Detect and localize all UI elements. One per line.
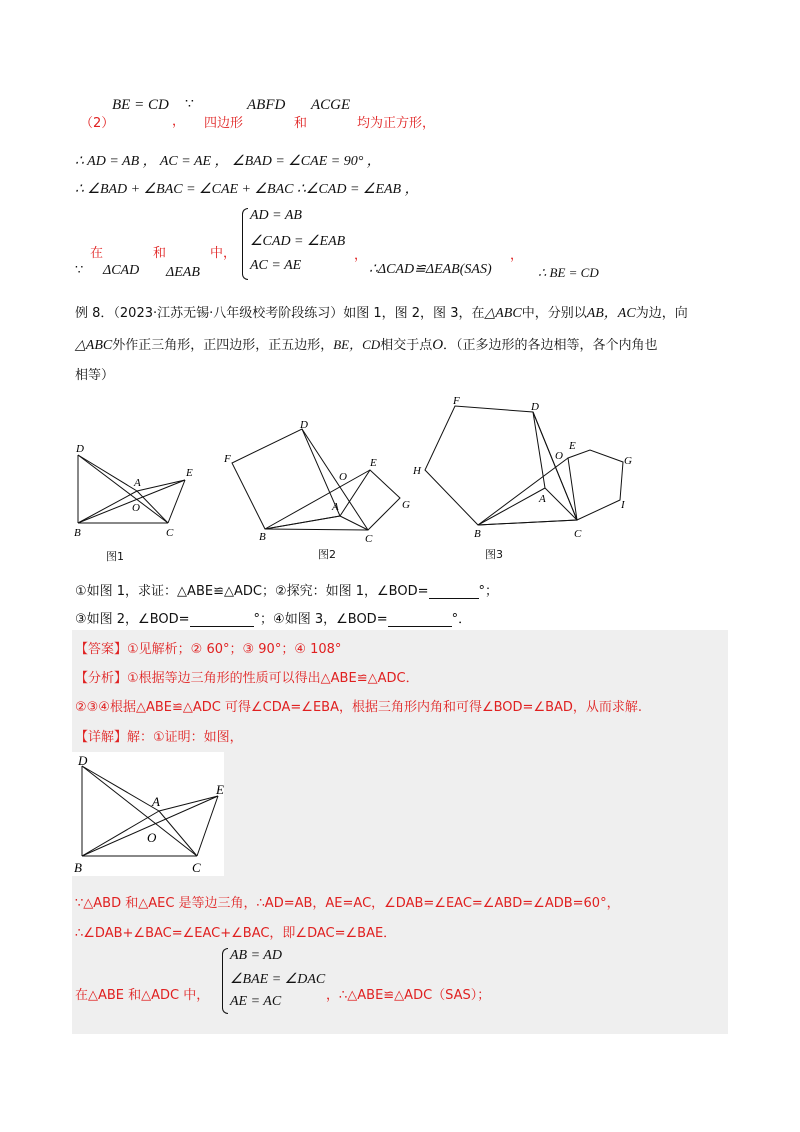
sas-conclusion: ∴ΔCAD≌ΔEAB(SAS) xyxy=(369,262,492,277)
detail-label-a: A xyxy=(152,794,160,809)
detail-system-brace xyxy=(222,948,228,1014)
final-conclusion: ∴ BE = CD xyxy=(538,265,599,280)
comma-a: ， xyxy=(354,248,368,263)
example8-line2: △ABC外作正三角形，正四边形，正五边形，BE，CD相交于点O．（正多边形的各边相等，各个内角也 xyxy=(75,337,658,353)
system-line-1: AD = AB xyxy=(250,208,302,223)
fig2-label-c: C xyxy=(365,533,373,543)
and-word: 和 xyxy=(294,116,308,131)
detail-proof-line-3a: 在△ABE 和△ADC 中， xyxy=(75,988,210,1003)
comma-b: ， xyxy=(510,248,524,263)
fig3-label-f: F xyxy=(453,395,460,407)
blank-1 xyxy=(429,584,479,599)
detail-proof-line-2: ∴∠DAB+∠BAC=∠EAC+∠BAC，即∠DAC=∠BAE． xyxy=(75,926,397,941)
fig1-label-o: O xyxy=(132,502,140,514)
detail-figure xyxy=(72,752,224,876)
fig3-label-e: E xyxy=(569,440,576,452)
fig1-label-d: D xyxy=(76,443,84,455)
analysis-line-2: ②③④根据△ABE≌△ADC 可得∠CDA=∠EBA，根据三角形内角和可得∠BOD=∠BAD，从而求解. xyxy=(75,700,643,715)
he-word: 和 xyxy=(153,246,167,261)
quad-abfd: ABFD xyxy=(247,97,286,113)
answer-line: 【答案】①见解析；② 60°；③ 90°；④ 108° xyxy=(75,642,342,657)
fig3-label-g: G xyxy=(624,455,632,467)
fig2-label-g: G xyxy=(402,499,410,511)
question-line-2: ③如图 2，∠BOD= °；④如图 3，∠BOD= °． xyxy=(75,612,472,627)
quad-word: 四边形 xyxy=(204,116,244,131)
fig1-label-a: A xyxy=(134,477,141,489)
question-line-1: ①如图 1，求证：△ABE≌△ADC；②探究：如图 1，∠BOD= °； xyxy=(75,584,499,599)
blank-3 xyxy=(388,612,452,627)
figure-2-caption: 图2 xyxy=(318,548,336,561)
detail-label-o: O xyxy=(147,830,157,845)
squares-text: 均为正方形， xyxy=(357,116,436,131)
fig3-label-b: B xyxy=(474,528,481,540)
fig2-label-f: F xyxy=(224,453,231,465)
part2-number: （2） xyxy=(80,116,115,131)
figure-3-caption: 图3 xyxy=(485,548,503,561)
triangle-cad: ΔCAD xyxy=(103,263,140,278)
fig3-label-c: C xyxy=(574,528,582,540)
fig2-label-o: O xyxy=(339,471,347,483)
blank-2 xyxy=(190,612,254,627)
system-line-3: AC = AE xyxy=(250,258,302,273)
detail-label-c: C xyxy=(192,860,201,875)
fig1-label-b: B xyxy=(74,527,81,539)
figure-1 xyxy=(70,440,200,540)
detail-label-d: D xyxy=(78,753,88,768)
zai-word: 在 xyxy=(90,246,104,261)
equation-line-2: ∴ ∠BAD + ∠BAC = ∠CAE + ∠BAC ∴∠CAD = ∠EAB ， xyxy=(75,182,419,197)
fig2-label-d: D xyxy=(300,419,308,431)
fig3-label-d: D xyxy=(531,401,539,413)
detail-system-3: AE = AC xyxy=(230,994,282,1009)
quad-acge: ACGE xyxy=(311,97,351,113)
triangle-eab: ΔEAB xyxy=(166,265,200,280)
fig3-label-o: O xyxy=(555,450,563,462)
fig1-label-c: C xyxy=(166,527,174,539)
detail-label-e: E xyxy=(216,782,224,797)
fig2-label-e: E xyxy=(370,457,377,469)
figure-2 xyxy=(220,418,420,543)
be-eq-cd: BE = CD xyxy=(112,97,169,113)
zhong-word: 中， xyxy=(210,246,237,261)
equation-line-1: ∴ AD = AB ， AC = AE ， ∠BAD = ∠CAE = 90° ， xyxy=(75,154,381,169)
system-brace xyxy=(242,208,248,280)
detail-system-2: ∠BAE = ∠DAC xyxy=(230,972,326,987)
fig3-label-i: I xyxy=(621,499,625,511)
figure-1-caption: 图1 xyxy=(106,550,124,563)
analysis-line-1: 【分析】①根据等边三角形的性质可以得出△ABE≌△ADC． xyxy=(75,671,419,686)
figure-3 xyxy=(405,392,650,544)
system-line-2: ∠CAD = ∠EAB xyxy=(250,234,346,249)
detail-proof-line-1: ∵△ABD 和△AEC 是等边三角，∴AD=AB，AE=AC，∠DAB=∠EAC=∠ABD=∠ADB=60°， xyxy=(75,896,620,911)
detail-system-1: AB = AD xyxy=(230,948,282,963)
because-symbol-2: ∵ xyxy=(75,263,84,278)
fig1-label-e: E xyxy=(186,467,193,479)
comma: ， xyxy=(172,114,186,129)
example8-line3: 相等） xyxy=(75,368,115,383)
fig2-label-b: B xyxy=(259,531,266,543)
fig3-label-h: H xyxy=(413,465,421,477)
detail-line: 【详解】解：①证明：如图， xyxy=(75,730,243,745)
fig2-label-a: A xyxy=(332,501,339,513)
detail-proof-line-3b: ，∴△ABE≌△ADC（SAS）； xyxy=(326,988,491,1003)
detail-label-b: B xyxy=(74,860,82,875)
because-symbol: ∵ xyxy=(185,96,194,112)
fig3-label-a: A xyxy=(539,493,546,505)
example8-line1: 例 8．（2023·江苏无锡·八年级校考阶段练习）如图 1，图 2，图 3，在△ABC中，分别以AB，AC为边，向 xyxy=(75,306,688,321)
